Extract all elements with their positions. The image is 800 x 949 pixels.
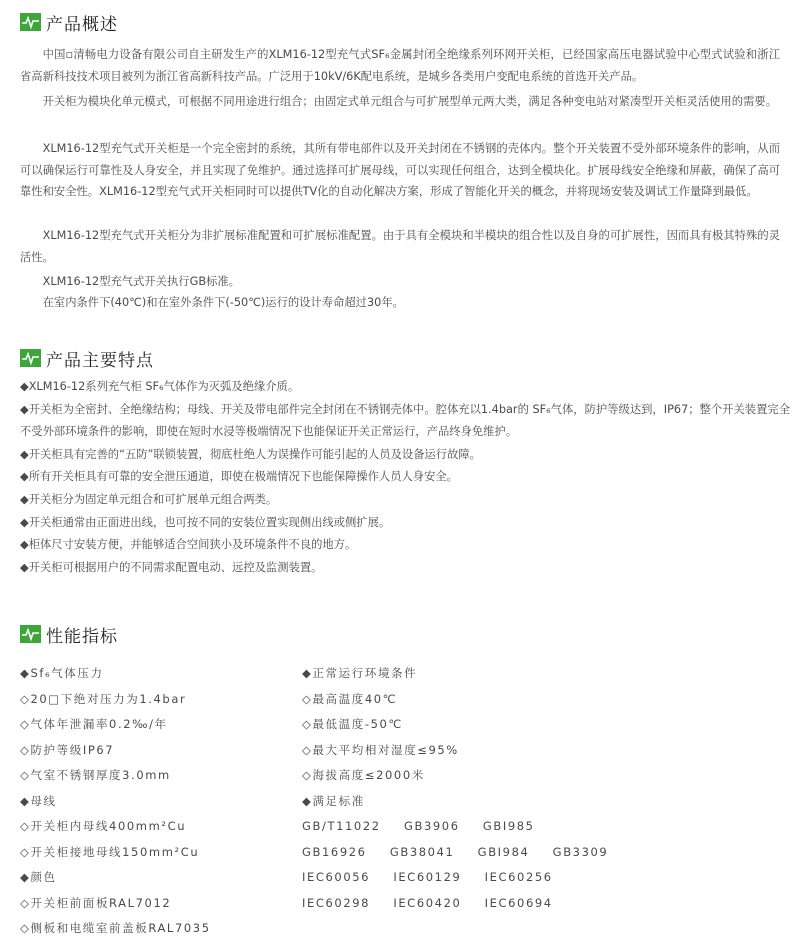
performance-header bbox=[20, 621, 118, 647]
feature-item: ◆所有开关柜具有可靠的安全泄压通道，即使在极端情况下也能保障操作人员人身安全。 bbox=[20, 470, 458, 484]
feature-item: ◆开关柜为全密封、全绝缘结构；母线、开关及带电部件完全封闭在不锈钢壳体中。腔体充以1.4bar的 SF₆气体，防护等级达到，IP67；整个开关装置完全不受外部环境条件的影响，即使在短时水浸等极端情况下也能保证开关正常运行，产品终身免维护。 bbox=[20, 402, 790, 439]
features-list bbox=[20, 376, 790, 579]
spec-item-min-temp: ◇最低温度-50℃ bbox=[302, 717, 403, 731]
standards-row: GB/T11022 GB3906 GBI985 bbox=[302, 819, 535, 833]
spec-item-steel-thickness: ◇气室不锈钢厚度3.0mm bbox=[20, 768, 171, 782]
performance-left-column bbox=[20, 661, 300, 942]
spec-item-absolute-pressure: ◇20□下绝对压力为1.4bar bbox=[20, 691, 187, 706]
spec-item-ground-busbar: ◇开关柜接地母线150mm²Cu bbox=[20, 844, 200, 859]
features-header bbox=[20, 345, 154, 371]
overview-paragraph-2: 开关柜为模块化单元模式，可根据不同用途进行组合；由固定式单元组合与可扩展型单元两大类，满足各种变电站对紧凑型开关柜灵活使用的需要。 bbox=[42, 95, 777, 108]
overview-header bbox=[20, 9, 118, 35]
spec-item-leak-rate: ◇气体年泄漏率0.2‰/年 bbox=[20, 717, 168, 731]
overview-paragraph-3: XLM16-12型充气式开关柜是一个完全密封的系统，其所有带电部件以及开关封闭在不锈钢的壳体内。整个开关装置不受外部环境条件的影响，从而可以确保运行可靠性及人身安全，并且实现了免维护。通过选择可扩展母线，可以实现任何组合，达到全模块化。扩展母线安全绝缘和屏蔽，确保了高可靠性和安全性。XLM16-12型充气式开关柜同时可以提供TV化的自动化解决方案，形成了智能化开关的概念，并将现场安装及调试工作量降到最低。 bbox=[20, 142, 780, 198]
feature-item: ◆XLM16-12系列充气柜 SF₆气体作为灭弧及绝缘介质。 bbox=[20, 380, 300, 393]
overview-paragraph-6: 在室内条件下(40℃)和在室外条件下(-50℃)运行的设计寿命超过30年。 bbox=[42, 296, 404, 309]
spec-item-altitude: ◇海拔高度≤2000米 bbox=[302, 768, 425, 782]
pulse-line-icon bbox=[20, 625, 41, 643]
spec-item-protection-class: ◇防护等级IP67 bbox=[20, 742, 115, 757]
spec-item-environment: ◆正常运行环境条件 bbox=[302, 666, 418, 680]
standards-row: IEC60056 IEC60129 IEC60256 bbox=[302, 870, 553, 884]
spec-item-standards: ◆满足标准 bbox=[302, 793, 365, 808]
standards-row: GB16926 GB38041 GBI984 GB3309 bbox=[302, 844, 609, 859]
feature-item: ◆开关柜通常由正面进出线，也可按不同的安装位置实现侧出线或侧扩展。 bbox=[20, 515, 391, 529]
pulse-line-icon bbox=[20, 13, 41, 31]
spec-item-humidity: ◇最大平均相对湿度≤95% bbox=[302, 742, 459, 757]
spec-item-busbar: ◆母线 bbox=[20, 793, 57, 808]
spec-item-inner-busbar: ◇开关柜内母线400mm²Cu bbox=[20, 819, 187, 833]
feature-item: ◆开关柜可根据用户的不同需求配置电动、远控及监测装置。 bbox=[20, 560, 323, 574]
spec-item-gas-pressure: ◆Sf₆气体压力 bbox=[20, 666, 104, 680]
overview-paragraph-4: XLM16-12型充气式开关柜分为非扩展标准配置和可扩展标准配置。由于具有全模块和半模块的组合性以及自身的可扩展性，因而具有极其特殊的灵活性。 bbox=[20, 229, 780, 264]
spec-item-color: ◆颜色 bbox=[20, 870, 57, 884]
performance-title: 性能指标 bbox=[46, 626, 118, 647]
overview-paragraph-1: 中国▫清畅电力设备有限公司自主研发生产的XLM16-12型充气式SF₆金属封闭全绝缘系列环网开关柜，已经国家高压电器试验中心型式试验和浙江省高新科技技术项目被列为浙江省高新科技产品。广泛用于10kV/6K配电系统，是城乡各类用户变配电系统的首选开关产品。 bbox=[20, 48, 780, 83]
pulse-line-icon bbox=[20, 349, 41, 367]
feature-item: ◆开关柜具有完善的“五防”联锁装置，彻底杜绝人为误操作可能引起的人员及设备运行故障。 bbox=[20, 447, 481, 461]
overview-title: 产品概述 bbox=[46, 14, 118, 35]
spec-item-front-panel: ◇开关柜前面板RAL7012 bbox=[20, 895, 172, 910]
feature-item: ◆开关柜分为固定单元组合和可扩展单元组合两类。 bbox=[20, 492, 278, 506]
spec-item-max-temp: ◇最高温度40℃ bbox=[302, 691, 398, 706]
spec-item-side-panel: ◇侧板和电缆室前盖板RAL7035 bbox=[20, 921, 211, 935]
overview-paragraph-5: XLM16-12型充气式开关执行GB标准。 bbox=[42, 275, 240, 288]
features-title: 产品主要特点 bbox=[46, 350, 154, 371]
performance-right-column bbox=[302, 661, 792, 916]
feature-item: ◆柜体尺寸安装方便，并能够适合空间狭小及环境条件不良的地方。 bbox=[20, 538, 357, 552]
standards-row: IEC60298 IEC60420 IEC60694 bbox=[302, 895, 553, 910]
